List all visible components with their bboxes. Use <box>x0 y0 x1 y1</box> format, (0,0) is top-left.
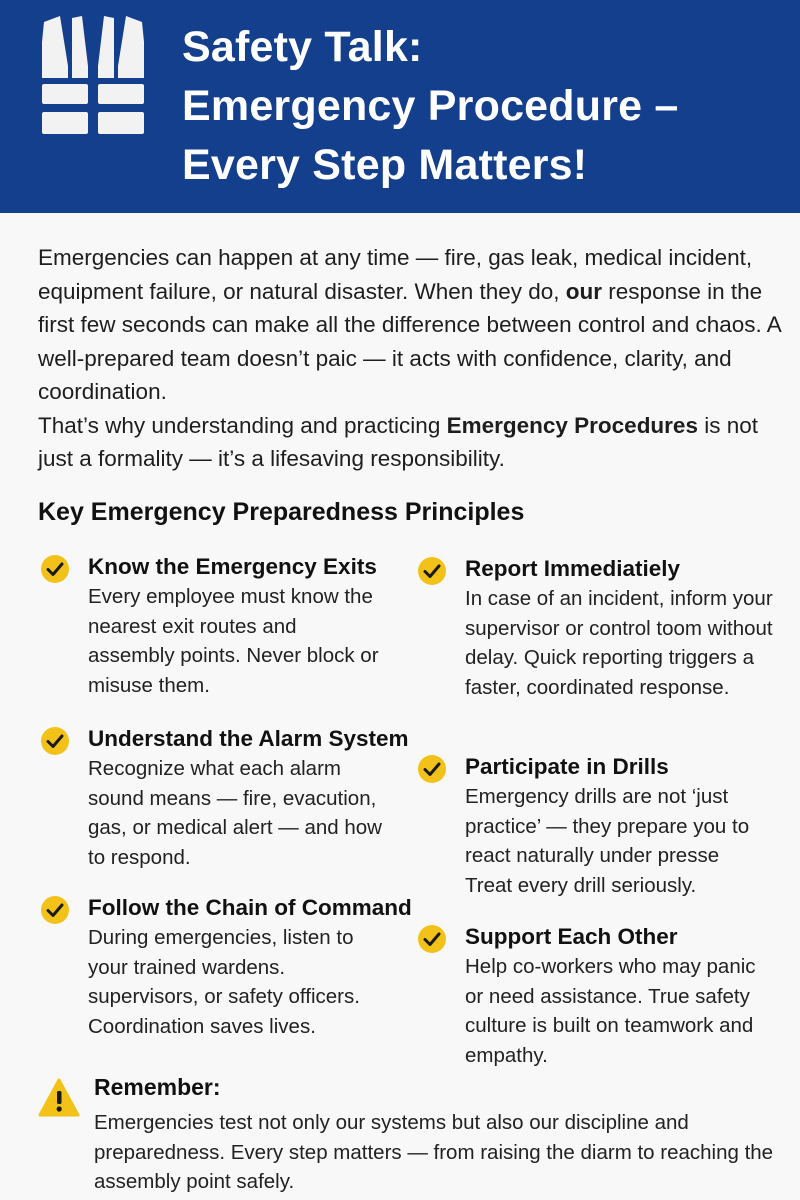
principle-body: Emergency drills are not ‘just practice’ — they prepare you to react naturally under presse Treat every drill seriously. <box>465 785 750 897</box>
check-icon <box>40 895 70 925</box>
principle-title: Know the Emergency Exits <box>88 554 377 579</box>
principle-body: Help co-workers who may panic or need assistance. True safety culture is built on teamwork and empathy. <box>465 955 756 1067</box>
principle-item <box>88 893 458 1041</box>
section-title: Key Emergency Preparedness Principles <box>38 498 525 526</box>
check-icon <box>417 924 447 954</box>
intro-p1-text-a: Emergencies can happen at any time — fire, gas leak, medical incident, equipment failure, or natural disaster. When they do, <box>38 245 753 304</box>
principle-body: Recognize what each alarm sound means — fire, evacution, gas, or medical alert — and how to respond. <box>88 757 382 869</box>
principle-title: Understand the Alarm System <box>88 726 409 751</box>
principle-body: During emergencies, listen to your trained wardens. supervisors, or safety officers. Coordination saves lives. <box>88 926 360 1038</box>
intro-p1-text-b: response in the first few seconds can make all the difference between control and chaos. A well-prepared team doesn’t paic — it acts with confidence, clarity, and coordination. <box>38 278 781 404</box>
principle-title: Follow the Chain of Command <box>88 895 412 920</box>
intro-paragraph-1 <box>38 241 788 409</box>
principle-title: Participate in Drills <box>465 754 669 779</box>
principle-item <box>465 752 785 900</box>
principle-item <box>465 922 785 1070</box>
check-icon <box>40 554 70 584</box>
intro-p2-bold: Emergency Procedures <box>446 412 698 438</box>
intro-p2-text-b: is not just a formality — it’s a lifesaving responsibility. <box>38 412 758 471</box>
principle-item <box>88 552 458 700</box>
intro-p2-text-a: That’s why understanding and practicing <box>38 412 447 438</box>
principle-body: Every employee must know the nearest exit routes and assembly points. Never block or misuse them. <box>88 585 379 697</box>
header-banner <box>0 0 800 213</box>
safety-vest-icon <box>38 14 148 139</box>
intro-paragraph-2 <box>38 409 788 476</box>
principle-title: Support Each Other <box>465 924 678 949</box>
check-icon <box>417 754 447 784</box>
intro-text <box>38 241 788 476</box>
title-line-2: Emergency Procedure – <box>182 82 679 130</box>
title-line-1: Safety Talk: <box>182 23 423 71</box>
check-icon <box>417 556 447 586</box>
principle-item <box>465 554 785 702</box>
principle-item <box>88 724 458 872</box>
intro-p1-bold: our <box>565 278 603 304</box>
check-icon <box>40 726 70 756</box>
principle-title: Report Immediatiely <box>465 556 681 581</box>
page-title <box>182 18 792 195</box>
title-line-3: Every Step Matters! <box>182 141 588 189</box>
remember-body: Emergencies test not only our systems but also our discipline and preparedness. Every step matters — from raising the diarm to reaching the assembly point safely. <box>94 1111 774 1193</box>
principle-body: In case of an incident, inform your supervisor or control toom without delay. Quick reporting triggers a faster, coordinated response. <box>465 587 773 699</box>
warning-icon <box>38 1078 80 1118</box>
remember-title: Remember: <box>94 1074 221 1100</box>
